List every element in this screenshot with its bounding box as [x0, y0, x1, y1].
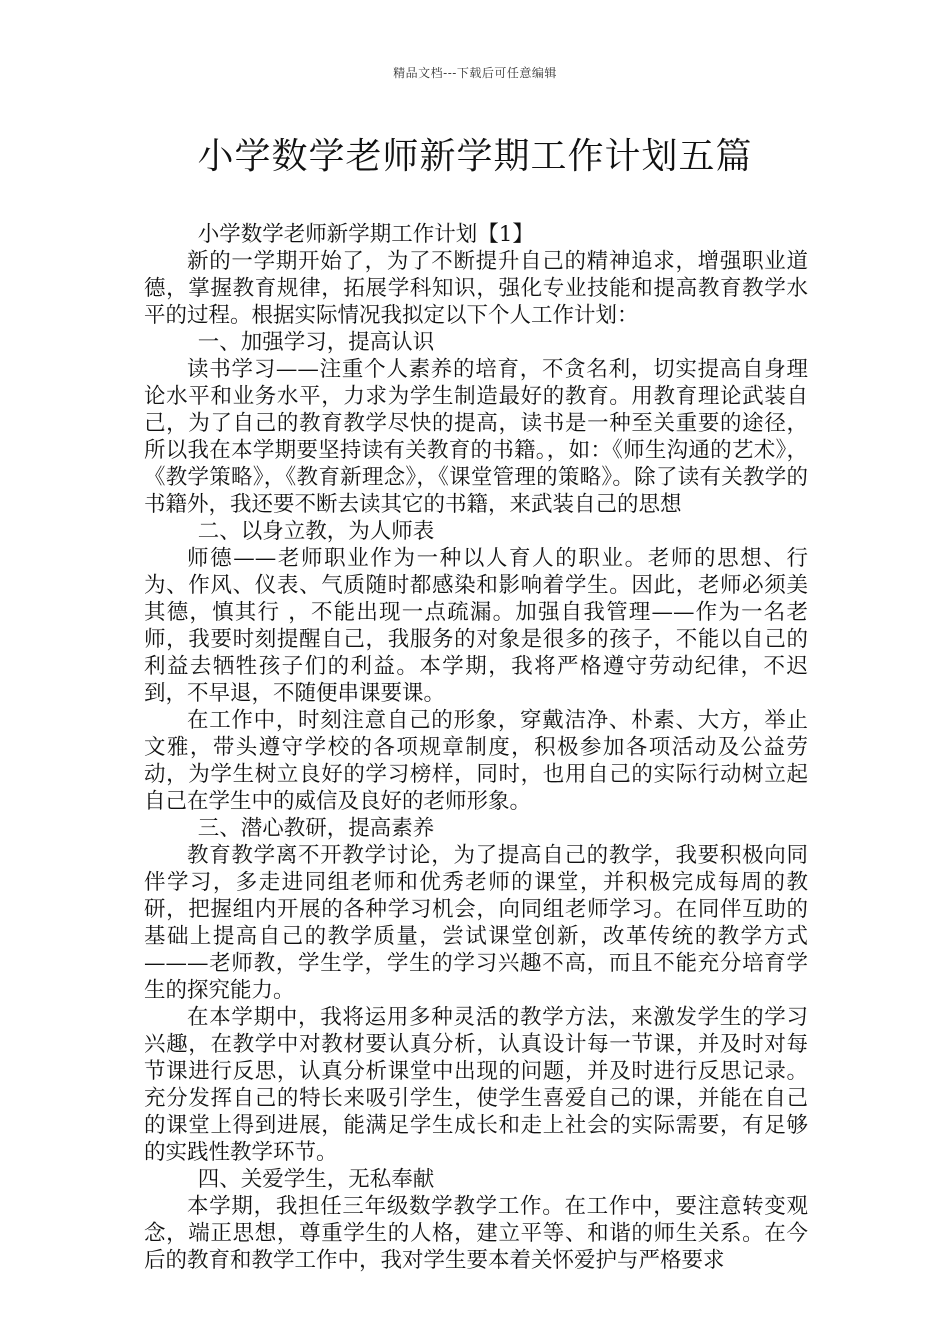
section-subtitle: 小学数学老师新学期工作计划【1】	[197, 222, 534, 247]
header-note: 精品文档---下载后可任意编辑	[393, 66, 557, 80]
heading-4: 四、关爱学生，无私奉献	[197, 1167, 435, 1192]
heading-1: 一、加强学习，提高认识	[197, 330, 435, 355]
paragraph-care: 本学期，我担任三年级数学教学工作。在工作中，要注意转变观念，端正思想，尊重学生的人格，建立平等、和谐的师生关系。在今后的教育和教学工作中，我对学生要本着关怀爱护与严格要求	[144, 1194, 808, 1273]
paragraph-ethics: 师德——老师职业作为一种以人育人的职业。老师的思想、行为、作风、仪表、气质随时都感染和影响着学生。因此，老师必须美其德，慎其行 ，不能出现一点疏漏。加强自我管理——作为一名老师，我要时刻提醒自己，我服务的对象是很多的孩子，不能以自己的利益去牺牲孩子们的利益。本学期，我将严格遵守劳动纪律，不迟到，不早退，不随便串课要课。	[144, 546, 808, 706]
document-title: 小学数学老师新学期工作计划五篇	[197, 136, 753, 177]
heading-2: 二、以身立教，为人师表	[197, 519, 435, 544]
paragraph-research: 教育教学离不开教学讨论，为了提高自己的教学，我要积极向同伴学习，多走进同组老师和优秀老师的课堂，并积极完成每周的教研，把握组内开展的各种学习机会，向同组老师学习。在同伴互助的基础上提高自己的教学质量，尝试课堂创新，改革传统的教学方式———老师教，学生学，学生的学习兴趣不高，而且不能充分培育学生的探究能力。	[144, 843, 808, 1003]
paragraph-methods: 在本学期中，我将运用多种灵活的教学方法，来激发学生的学习兴趣，在教学中对教材要认真分析，认真设计每一节课，并及时对每节课进行反思，认真分析课堂中出现的问题，并及时进行反思记录。充分发挥自己的特长来吸引学生，使学生喜爱自己的课，并能在自己的课堂上得到进展，能满足学生成长和走上社会的实际需要，有足够的实践性教学环节。	[144, 1005, 808, 1165]
heading-3: 三、潜心教研，提高素养	[197, 816, 435, 841]
paragraph-intro: 新的一学期开始了，为了不断提升自己的精神追求，增强职业道德，掌握教育规律，拓展学科知识，强化专业技能和提高教育教学水平的过程。根据实际情况我拟定以下个人工作计划：	[144, 249, 808, 328]
paragraph-conduct: 在工作中，时刻注意自己的形象，穿戴洁净、朴素、大方，举止文雅，带头遵守学校的各项规章制度，积极参加各项活动及公益劳动，为学生树立良好的学习榜样，同时，也用自己的实际行动树立起自己在学生中的威信及良好的老师形象。	[144, 708, 808, 814]
paragraph-reading: 读书学习——注重个人素养的培育，不贪名利，切实提高自身理论水平和业务水平，力求为学生制造最好的教育。用教育理论武装自己，为了自己的教育教学尽快的提高，读书是一种至关重要的途径，所以我在本学期要坚持读有关教育的书籍。，如：《师生沟通的艺术》，《教学策略》，《教育新理念》，《课堂管理的策略》。除了读有关教学的书籍外，我还要不断去读其它的书籍，来武装自己的思想	[144, 357, 808, 517]
document-body	[144, 221, 808, 1274]
